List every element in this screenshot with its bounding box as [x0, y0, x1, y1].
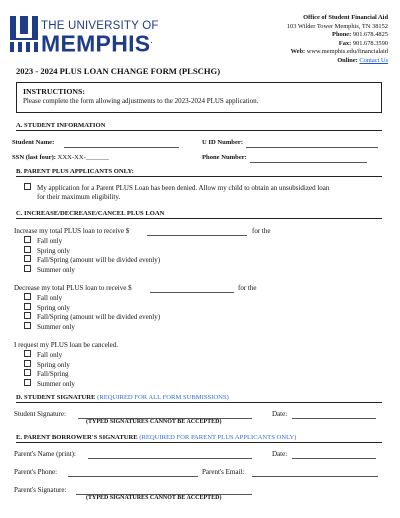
parent-name-label: Parent's Name (print): — [14, 450, 76, 458]
section-e-note: (REQUIRED FOR PARENT PLUS APPLICANTS ONLY) — [139, 434, 297, 441]
office-fax: 901.678.3590 — [352, 39, 388, 47]
office-phone: 901.678.4825 — [352, 31, 388, 39]
parent-email-field[interactable] — [252, 476, 378, 477]
instructions-heading: INSTRUCTIONS: — [23, 87, 85, 96]
checkbox[interactable] — [24, 350, 31, 357]
cancel-option-spring[interactable]: Spring only — [24, 360, 70, 371]
parent-signature-label: Parent's Signature: — [14, 486, 67, 494]
section-a-header: A. STUDENT INFORMATION — [16, 122, 382, 131]
student-name-field[interactable] — [64, 147, 179, 148]
checkbox[interactable] — [24, 255, 31, 262]
cancel-option-fall-spring[interactable]: Fall/Spring — [24, 369, 69, 380]
contact-us-link[interactable]: Contact Us — [359, 56, 388, 64]
instructions-box — [16, 82, 382, 113]
phone-number-field[interactable] — [250, 162, 367, 163]
instructions-text: Please complete the form allowing adjustments to the 2023-2024 PLUS application. — [23, 97, 259, 105]
checkbox[interactable] — [24, 236, 31, 243]
office-name: Office of Student Financial Aid — [303, 14, 388, 21]
increase-option-fall-spring[interactable]: Fall/Spring (amount will be divided evenly) — [24, 255, 160, 266]
increase-amount-field[interactable] — [147, 235, 247, 236]
section-d-header: D. STUDENT SIGNATURE (REQUIRED FOR ALL FORM SUBMISSIONS) — [16, 394, 382, 403]
parent-phone-label: Parent's Phone: — [14, 468, 58, 476]
fax-label: Fax: — [338, 39, 352, 47]
student-typed-note: (TYPED SIGNATURES CANNOT BE ACCEPTED) — [86, 419, 222, 425]
checkbox[interactable] — [24, 303, 31, 310]
decrease-option-summer[interactable]: Summer only — [24, 322, 75, 333]
section-e-header: E. PARENT BORROWER'S SIGNATURE (REQUIRED FOR PARENT PLUS APPLICANTS ONLY) — [16, 434, 382, 443]
checkbox[interactable] — [24, 246, 31, 253]
decrease-option-fall[interactable]: Fall only — [24, 293, 62, 304]
phone-label: Phone: — [332, 31, 352, 39]
parent-name-field[interactable] — [88, 458, 252, 459]
increase-option-fall[interactable]: Fall only — [24, 236, 62, 247]
uid-label: U ID Number: — [202, 139, 244, 146]
checkbox[interactable] — [24, 322, 31, 329]
parent-typed-note: (TYPED SIGNATURES CANNOT BE ACCEPTED) — [86, 495, 222, 501]
ssn-value[interactable]: XXX-XX-_______ — [57, 154, 109, 161]
denied-option-cont: for their maximum eligibility. — [37, 193, 121, 201]
parent-phone-field[interactable] — [68, 476, 198, 477]
office-contact-block — [188, 14, 388, 66]
denied-option: My application for a Parent PLUS Loan has been denied. Allow my child to obtain an unsubsidized loan — [24, 183, 374, 194]
section-d-note: (REQUIRED FOR ALL FORM SUBMISSIONS) — [97, 394, 229, 401]
cancel-option-fall[interactable]: Fall only — [24, 350, 62, 361]
student-signature-label: Student Signature: — [14, 410, 66, 418]
decrease-option-fall-spring[interactable]: Fall/Spring (amount will be divided evenly) — [24, 312, 160, 323]
section-b-header: B. PARENT PLUS APPLICANTS ONLY: — [16, 168, 382, 177]
form-title: 2023 - 2024 PLUS LOAN CHANGE FORM (PLSCHG) — [16, 66, 221, 76]
ssn-label: SSN (last four): XXX-XX-_______ — [12, 154, 109, 161]
section-c-header: C. INCREASE/DECREASE/CANCEL PLUS LOAN — [16, 210, 382, 219]
checkbox[interactable] — [24, 293, 31, 300]
checkbox[interactable] — [24, 312, 31, 319]
increase-option-spring[interactable]: Spring only — [24, 246, 70, 257]
checkbox[interactable] — [24, 369, 31, 376]
logo-memphis: MEMPHIS. — [41, 30, 153, 57]
uid-field[interactable] — [246, 147, 378, 148]
increase-suffix: for the — [252, 227, 271, 235]
decrease-amount-field[interactable] — [150, 292, 234, 293]
student-date-field[interactable] — [292, 418, 376, 419]
parent-email-label: Parent's Email: — [202, 468, 245, 476]
student-name-label: Student Name: — [12, 139, 55, 146]
university-logo-mark — [10, 16, 38, 52]
cancel-text: I request my PLUS loan be canceled. — [14, 341, 118, 349]
increase-prefix: Increase my total PLUS loan to receive $ — [14, 227, 130, 235]
web-label: Web: — [290, 48, 306, 56]
decrease-prefix: Decrease my total PLUS loan to receive $ — [14, 284, 132, 292]
cancel-option-summer[interactable]: Summer only — [24, 379, 75, 390]
checkbox[interactable] — [24, 379, 31, 386]
online-label: Online: — [337, 56, 358, 64]
parent-date-label: Date: — [272, 450, 288, 458]
decrease-suffix: for the — [238, 284, 257, 292]
denied-checkbox[interactable] — [24, 183, 31, 190]
logo-university-of: THE UNIVERSITY OF — [41, 20, 159, 32]
checkbox[interactable] — [24, 265, 31, 272]
parent-date-field[interactable] — [292, 458, 376, 459]
checkbox[interactable] — [24, 360, 31, 367]
student-date-label: Date: — [272, 410, 288, 418]
office-web: www.memphis.edu/financialaid — [306, 48, 388, 56]
phone-number-label: Phone Number: — [202, 154, 247, 161]
decrease-option-spring[interactable]: Spring only — [24, 303, 70, 314]
office-address: 103 Wilder Tower Memphis, TN 38152 — [286, 22, 388, 30]
increase-option-summer[interactable]: Summer only — [24, 265, 75, 276]
